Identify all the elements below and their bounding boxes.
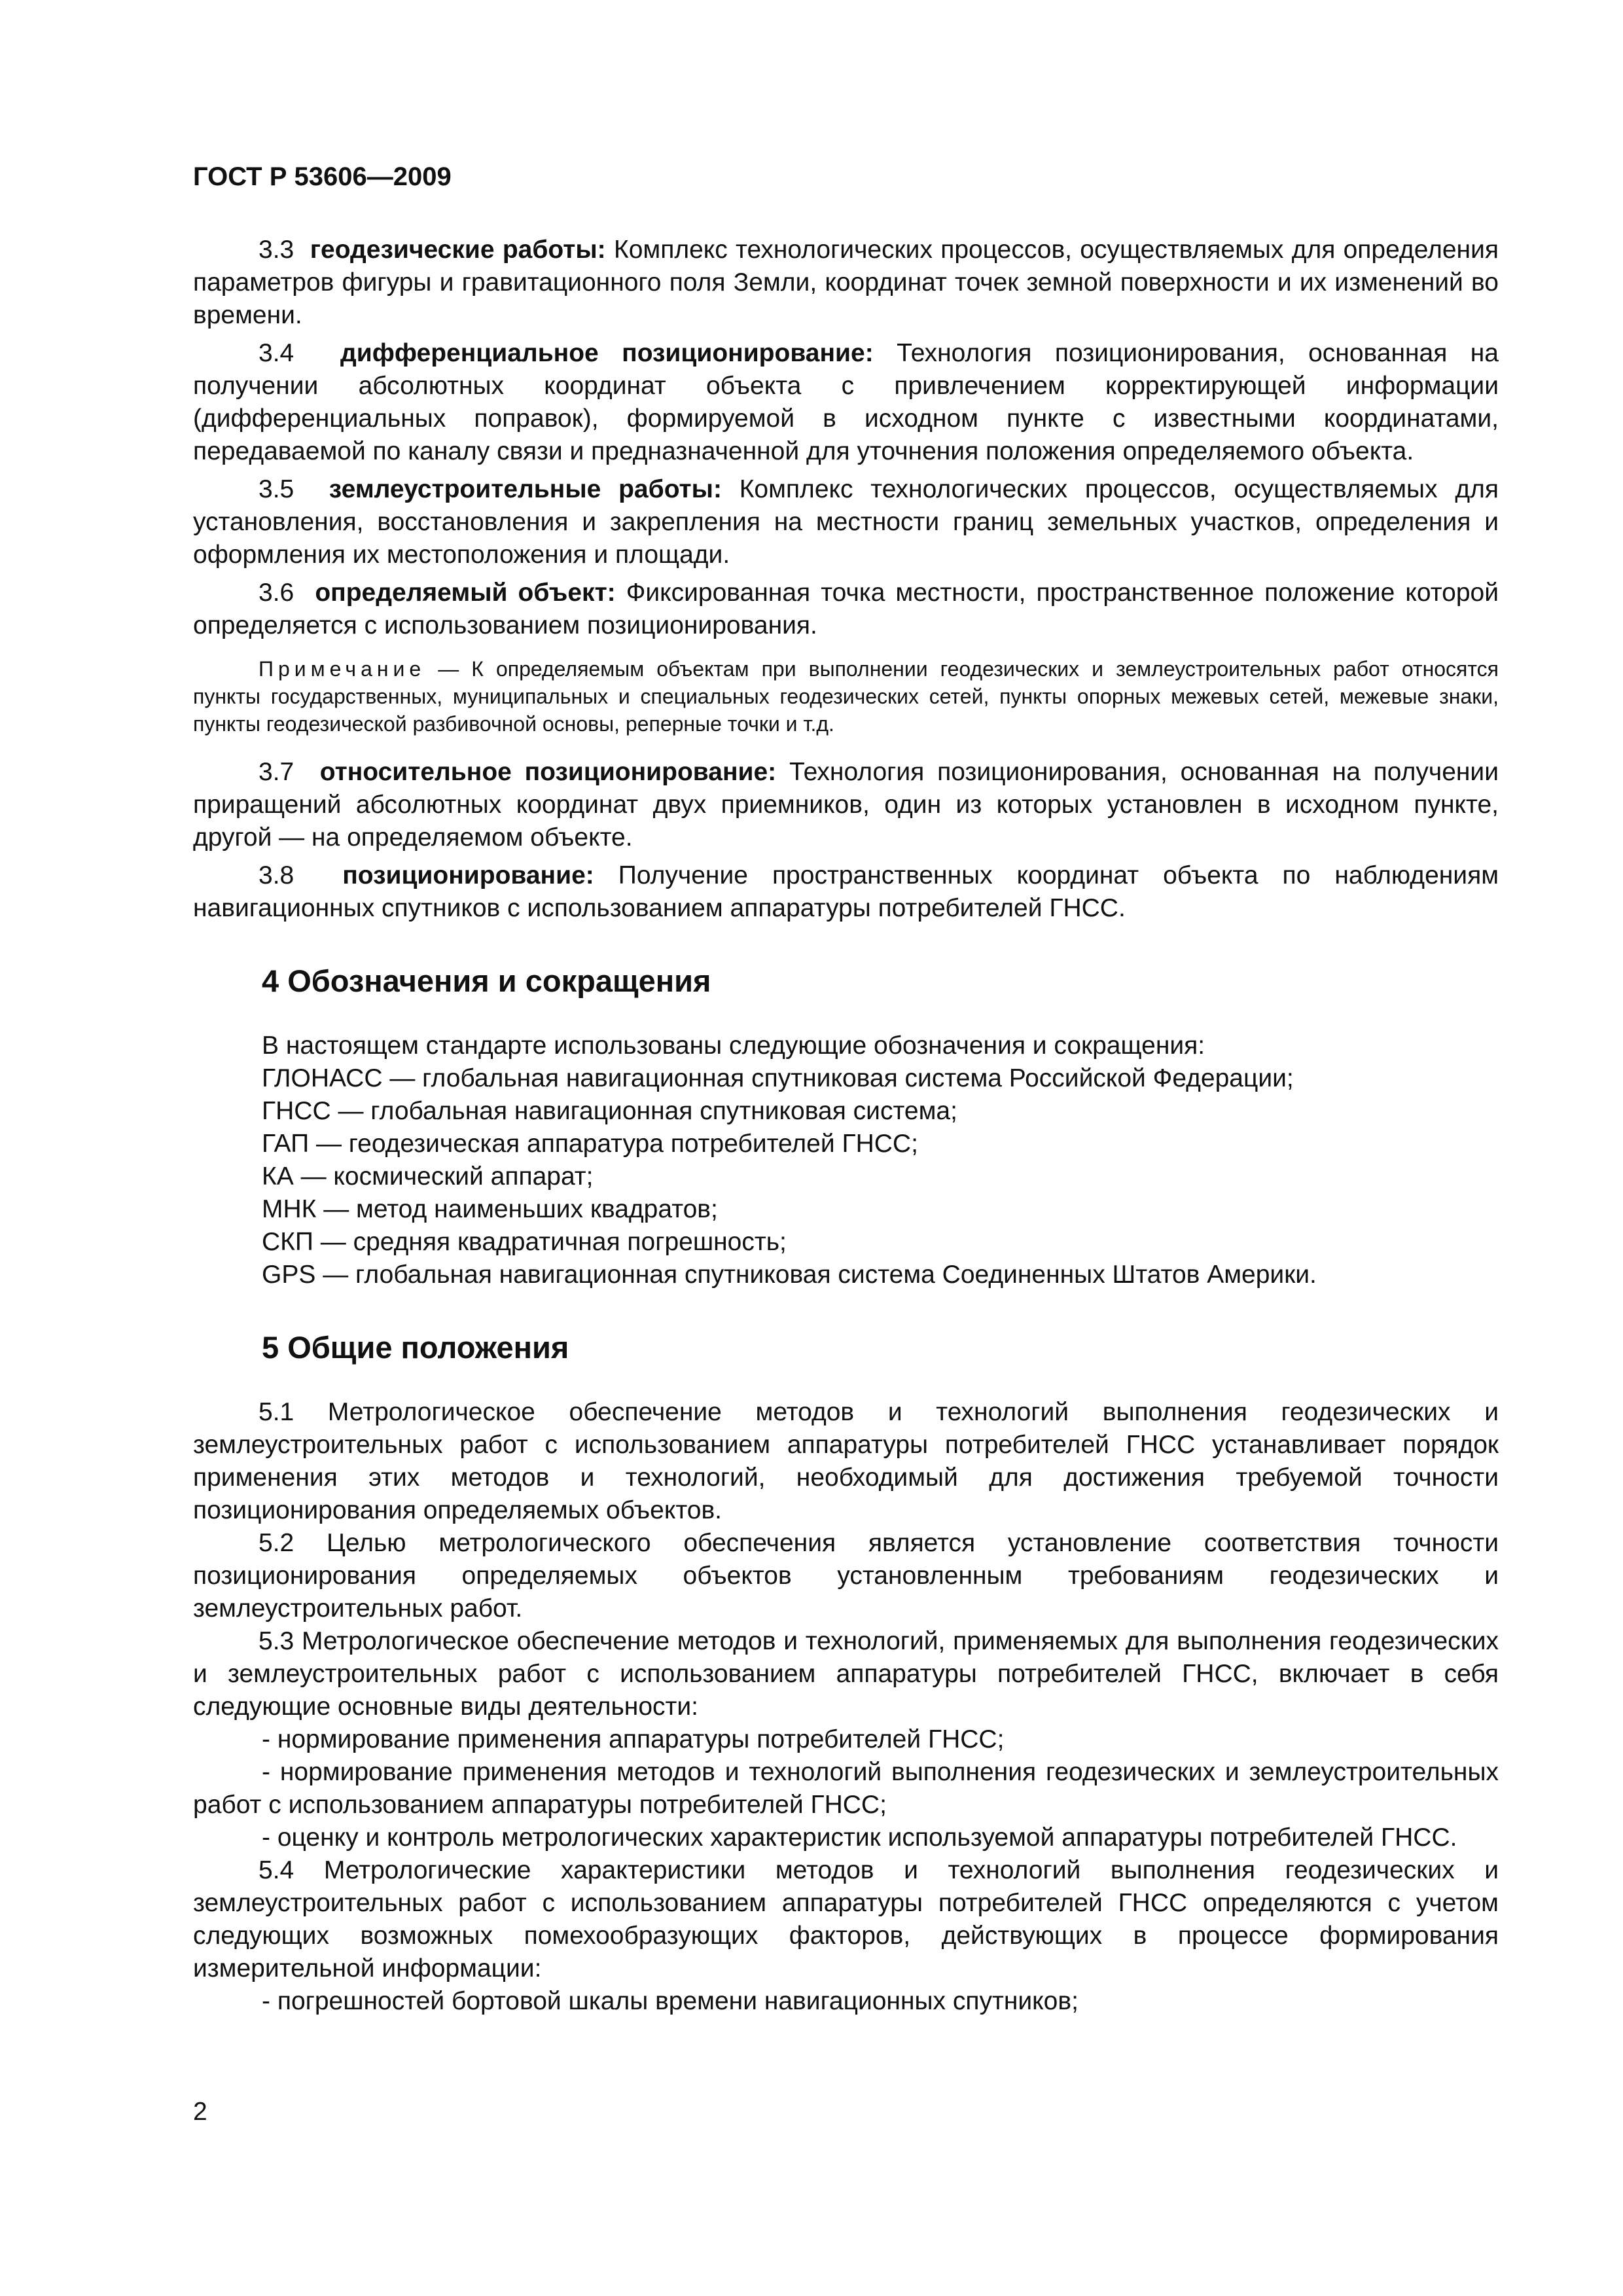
section-4-heading: 4 Обозначения и сокращения [262, 963, 711, 998]
term-definition: Фиксированная точка местности, пространственное положение которой определяется с использованием позиционирования. [193, 579, 1499, 639]
list-item: - нормирование применения аппаратуры потребителей ГНСС; [262, 1725, 1005, 1753]
term-3-3 [193, 234, 1499, 332]
term-3-4 [193, 337, 1499, 468]
term-definition: Получение пространственных координат объекта по наблюдениям навигационных спутников с использованием аппаратуры потребителей ГНСС. [193, 861, 1499, 922]
paragraph-5-4: 5.4 Метрологические характеристики методов и технологий выполнения геодезических и землеустроительных работ с использованием аппаратуры потребителей ГНСС определяются с учетом следующих возможных помехообразующих факторов, действующих в процессе формирования измерительной информации: [193, 1856, 1499, 1982]
note-paragraph [193, 655, 1499, 738]
section-5-heading: 5 Общие положения [262, 1330, 569, 1365]
abbreviation-item: ГЛОНАСС — глобальная навигационная спутниковая система Российской Федерации; [262, 1064, 1294, 1092]
abbreviation-item: ГНСС — глобальная навигационная спутниковая система; [262, 1097, 957, 1125]
abbreviation-item: GPS — глобальная навигационная спутниковая система Соединенных Штатов Америки. [262, 1261, 1317, 1289]
note-text: — К определяемым объектам при выполнении геодезических и землеустроительных работ относятся пункты государственных, муниципальных и специальных геодезических сетей, пункты опорных межевых сетей, межевые знаки, пункты геодезической разбивочной основы, реперные точки и т.д. [193, 657, 1499, 736]
term-name: дифференциальное позиционирование: [340, 339, 874, 367]
abbreviation-item: КА — космический аппарат; [262, 1162, 594, 1191]
abbreviation-item: ГАП — геодезическая аппаратура потребителей ГНСС; [262, 1130, 918, 1158]
term-number: 3.5 [259, 475, 294, 503]
term-3-5 [193, 473, 1499, 571]
paragraph-5-1: 5.1 Метрологическое обеспечение методов и технологий выполнения геодезических и землеустроительных работ с использованием аппаратуры потребителей ГНСС устанавливает порядок применения этих методов и технологий, необходимый для достижения требуемой точности позиционирования определяемых объектов. [193, 1398, 1499, 1524]
term-definition: Комплекс технологических процессов, осуществляемых для установления, восстановления и закрепления на местности границ земельных участков, определения и оформления их местоположения и площади. [193, 475, 1499, 569]
document-id: ГОСТ Р 53606—2009 [193, 162, 452, 191]
term-3-7 [193, 756, 1499, 854]
term-definition: Технология позиционирования, основанная на получении абсолютных координат объекта с привлечением корректирующей информации (дифференциальных поправок), формируемой в исходном пункте с известными координатами, передаваемой по каналу связи и предназначенной для уточнения положения определяемого объекта. [193, 339, 1499, 465]
page-content [193, 160, 1499, 2018]
paragraph-5-3: 5.3 Метрологическое обеспечение методов и технологий, применяемых для выполнения геодезических и землеустроительных работ с использованием аппаратуры потребителей ГНСС, включает в себя следующие основные виды деятельности: [193, 1627, 1499, 1721]
term-number: 3.3 [259, 236, 294, 264]
abbreviations-intro: В настоящем стандарте использованы следующие обозначения и сокращения: [262, 1031, 1205, 1060]
list-item: - оценку и контроль метрологических характеристик используемой аппаратуры потребителей ГНСС. [262, 1823, 1457, 1852]
term-name: землеустроительные работы: [329, 475, 722, 503]
term-name: позиционирование: [342, 861, 594, 889]
list-item: - нормирование применения методов и технологий выполнения геодезических и землеустроительных работ с использованием аппаратуры потребителей ГНСС; [193, 1758, 1499, 1819]
abbreviation-item: СКП — средняя квадратичная погрешность; [262, 1228, 787, 1256]
abbreviation-item: МНК — метод наименьших квадратов; [262, 1195, 718, 1223]
note-label: Примечание [259, 657, 426, 681]
term-number: 3.4 [259, 339, 294, 367]
term-definition: Комплекс технологических процессов, осуществляемых для определения параметров фигуры и гравитационного поля Земли, координат точек земной поверхности и их изменений во времени. [193, 236, 1499, 329]
term-number: 3.8 [259, 861, 294, 889]
term-name: относительное позиционирование: [319, 758, 777, 786]
term-3-8 [193, 859, 1499, 925]
term-number: 3.7 [259, 758, 294, 786]
page-number: 2 [193, 2098, 207, 2126]
term-name: определяемый объект: [315, 579, 616, 607]
term-definition: Технология позиционирования, основанная на получении приращений абсолютных координат двух приемников, один из которых установлен в исходном пункте, другой — на определяемом объекте. [193, 758, 1499, 852]
paragraph-5-2: 5.2 Целью метрологического обеспечения является установление соответствия точности позиционирования определяемых объектов установленным требованиям геодезических и землеустроительных работ. [193, 1529, 1499, 1623]
term-number: 3.6 [259, 579, 294, 607]
list-item: - погрешностей бортовой шкалы времени навигационных спутников; [262, 1987, 1079, 2015]
term-name: геодезические работы: [310, 236, 606, 264]
term-3-6 [193, 577, 1499, 642]
